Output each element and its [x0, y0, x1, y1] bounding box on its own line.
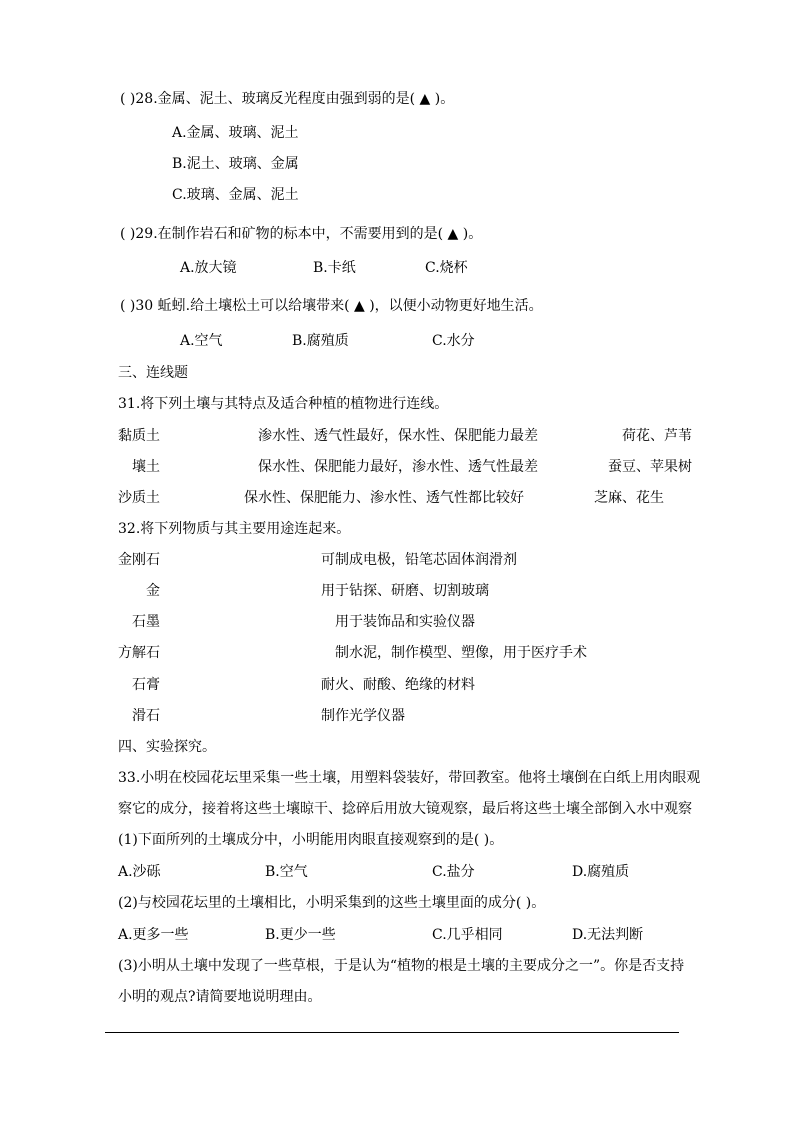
q32-substance-item: 金 — [146, 583, 160, 599]
q32-substance-item: 金刚石 — [118, 552, 160, 568]
q33-sub1-option-d: D.腐殖质 — [572, 864, 630, 880]
section-heading-matching: 三、连线题 — [118, 365, 188, 381]
q31-soil-item: 壤土 — [132, 459, 160, 475]
q33-sub3-line1: (3)小明从土壤中发现了一些草根，于是认为“植物的根是土壤的主要成分之一”。你是否支持 — [118, 958, 685, 974]
q32-use-item: 制作光学仪器 — [321, 708, 405, 724]
q33-sub1-option-b: B.空气 — [265, 864, 308, 880]
q32-use-item: 用于钻探、研磨、切割玻璃 — [321, 583, 489, 599]
q29-option-c: C.烧杯 — [425, 260, 468, 276]
q32-stem: 32.将下列物质与其主要用途连起来。 — [118, 521, 351, 537]
q31-plant-item: 芝麻、花生 — [594, 490, 664, 506]
q33-sub2: (2)与校园花坛里的土壤相比，小明采集到的这些土壤里面的成分( )。 — [118, 895, 546, 911]
q33-sub2-option-d: D.无法判断 — [572, 927, 644, 943]
q33-stem-line1: 33.小明在校园花坛里采集一些土壤，用塑料袋装好，带回教室。他将土壤倒在白纸上用肉眼观 — [118, 770, 701, 786]
q32-use-item: 用于装饰品和实验仪器 — [335, 614, 475, 630]
q29-option-a: A.放大镜 — [180, 260, 237, 276]
q30-option-a: A.空气 — [180, 333, 223, 349]
answer-line — [105, 1032, 679, 1033]
q33-stem-line2: 察它的成分，接着将这些土壤晾干、捻碎后用放大镜观察，最后将这些土壤全部倒入水中观察 — [118, 801, 692, 817]
q31-soil-item: 沙质土 — [118, 490, 160, 506]
q33-sub1-option-a: A.沙砾 — [118, 864, 161, 880]
q33-sub2-option-a: A.更多一些 — [118, 927, 189, 943]
q28-option-b: B.泥土、玻璃、金属 — [172, 156, 299, 172]
q30-stem: ( )30 蚯蚓.给土壤松土可以给壤带来( ▲ )，以便小动物更好地生活。 — [120, 298, 543, 314]
q29-option-b: B.卡纸 — [313, 260, 356, 276]
q31-plant-item: 荷花、芦苇 — [622, 428, 692, 444]
q30-option-c: C.水分 — [432, 333, 475, 349]
q32-use-item: 耐火、耐酸、绝缘的材料 — [321, 677, 475, 693]
q33-sub1-option-c: C.盐分 — [432, 864, 475, 880]
q28-stem: ( )28.金属、泥土、玻璃反光程度由强到弱的是( ▲ )。 — [120, 91, 455, 107]
q33-sub2-option-b: B.更少一些 — [265, 927, 336, 943]
q31-soil-item: 黏质土 — [118, 428, 160, 444]
q32-substance-item: 方解石 — [118, 645, 160, 661]
q32-substance-item: 滑石 — [132, 708, 160, 724]
q33-sub2-option-c: C.几乎相同 — [432, 927, 503, 943]
section-heading-experiment: 四、实验探究。 — [118, 739, 216, 755]
q30-option-b: B.腐殖质 — [292, 333, 349, 349]
q33-sub1: (1)下面所列的土壤成分中，小明能用肉眼直接观察到的是( )。 — [118, 832, 504, 848]
q32-use-item: 可制成电极，铅笔芯固体润滑剂 — [321, 552, 517, 568]
q31-stem: 31.将下列土壤与其特点及适合种植的植物进行连线。 — [118, 396, 449, 412]
q32-use-item: 制水泥，制作模型、塑像，用于医疗手术 — [335, 645, 587, 661]
q31-plant-item: 蚕豆、苹果树 — [608, 459, 692, 475]
q28-option-a: A.金属、玻璃、泥土 — [172, 125, 299, 141]
q31-trait-item: 保水性、保肥能力、渗水性、透气性都比较好 — [244, 490, 524, 506]
q32-substance-item: 石膏 — [132, 677, 160, 693]
q32-substance-item: 石墨 — [132, 614, 160, 630]
q31-trait-item: 保水性、保肥能力最好，渗水性、透气性最差 — [258, 459, 538, 475]
q28-option-c: C.玻璃、金属、泥土 — [172, 187, 299, 203]
q33-sub3-line2: 小明的观点?请简要地说明理由。 — [118, 989, 322, 1005]
q31-trait-item: 渗水性、透气性最好，保水性、保肥能力最差 — [258, 428, 538, 444]
q29-stem: ( )29.在制作岩石和矿物的标本中，不需要用到的是( ▲ )。 — [120, 226, 483, 242]
